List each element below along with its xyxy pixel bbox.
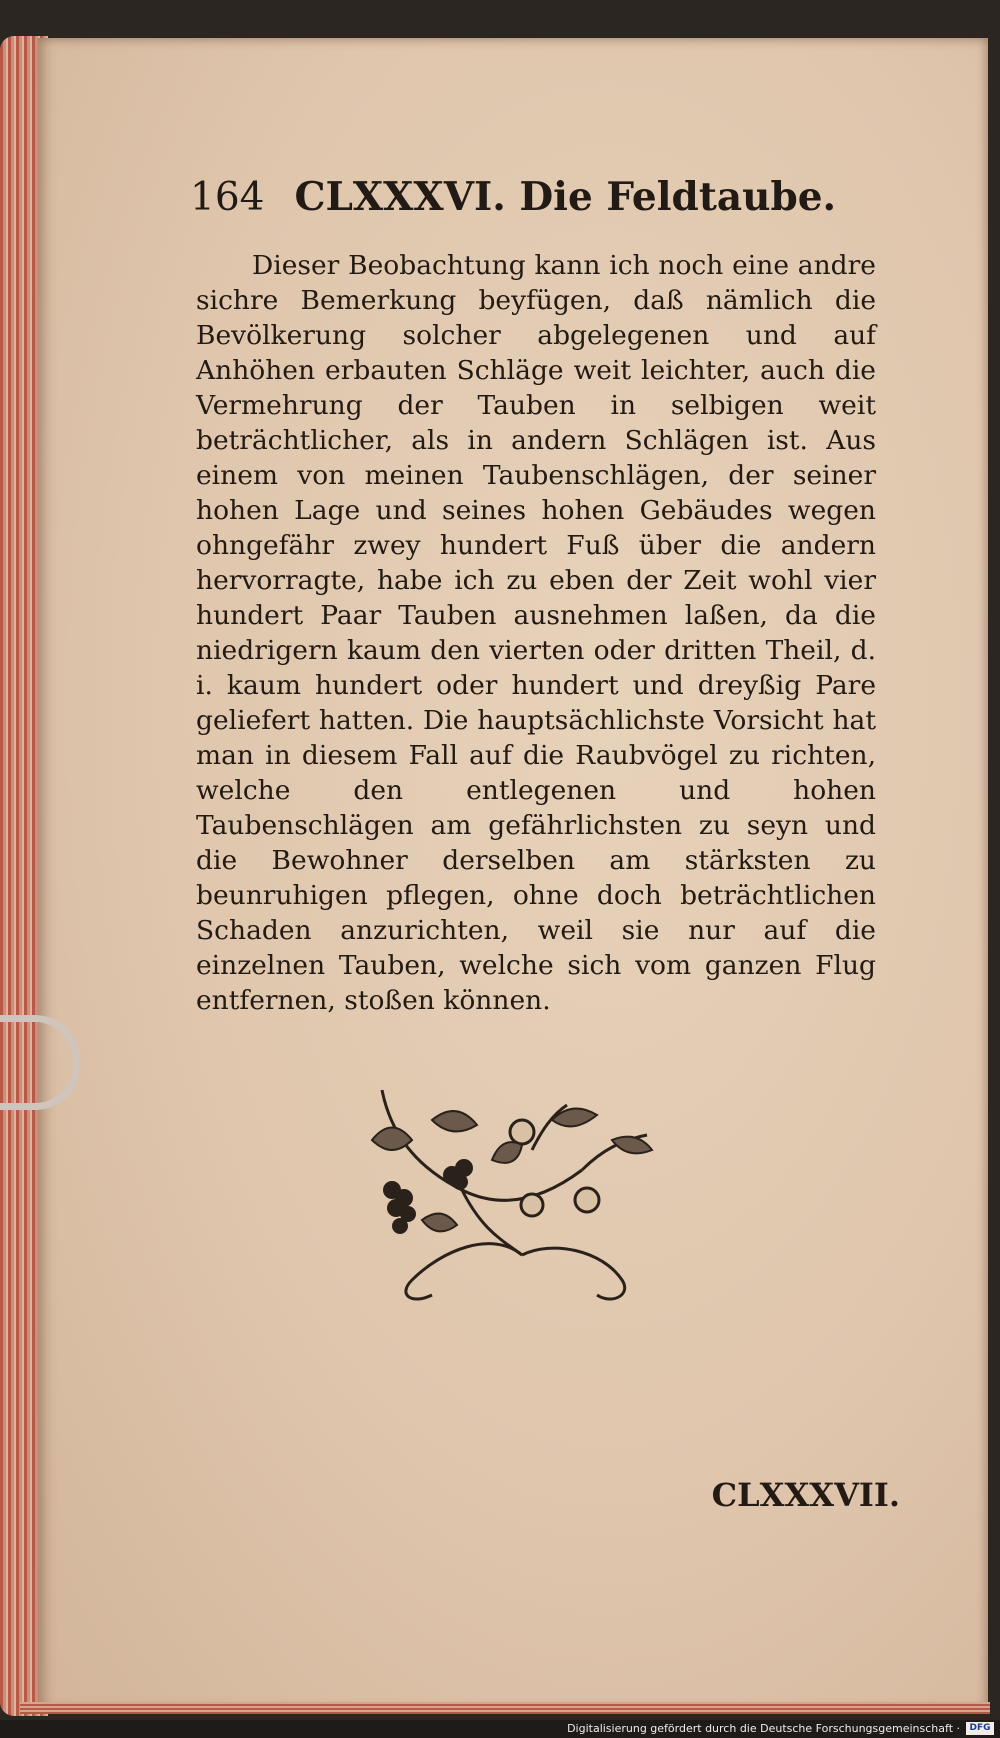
body-paragraph: Dieser Beobachtung kann ich noch eine andre sichre Bemerkung beyfügen, daß nämlich die Bevölkerung solcher abgelegenen und auf Anhöhen erbauten Schläge weit leichter, auch die Vermehrung der Tauben in selbigen weit beträchtlicher, als in andern Schlägen ist. Aus einem von meinen Taubenschlägen, der seiner hohen Lage und seines hohen Gebäudes wegen ohngefähr zwey hundert Fuß über die andern hervorragte, habe ich zu eben der Zeit wohl vier hundert Paar Tauben ausnehmen laßen, da die niedrigern kaum den vierten oder dritten Theil, d. i. kaum hundert oder hundert und dreyßig Pare geliefert hatten. Die hauptsächlichste Vorsicht hat man in diesem Fall auf die Raubvögel zu richten, welche den entlegenen und hohen Taubenschlägen am gefährlichsten zu seyn und die Bewohner derselben am stärksten zu beunruhigen pflegen, ohne doch beträchtlichen Schaden anzurichten, weil sie nur auf die einzelnen Tauben, welche sich vom ganzen Flug entfernen, stoßen können. <box>196 250 876 1016</box>
digitization-credit: Digitalisierung gefördert durch die Deutsche Forschungsgemeinschaft · <box>567 1722 960 1735</box>
chapter-title: CLXXXVI. Die Feldtaube. <box>294 174 837 220</box>
page-edge-bottom <box>20 1702 990 1714</box>
vine-and-fruit-vignette-icon <box>352 1080 682 1320</box>
dfg-logo: DFG <box>966 1722 994 1735</box>
running-header <box>190 174 837 224</box>
catchword: CLXXXVII. <box>711 1476 900 1514</box>
page-number: 164 <box>190 175 265 220</box>
